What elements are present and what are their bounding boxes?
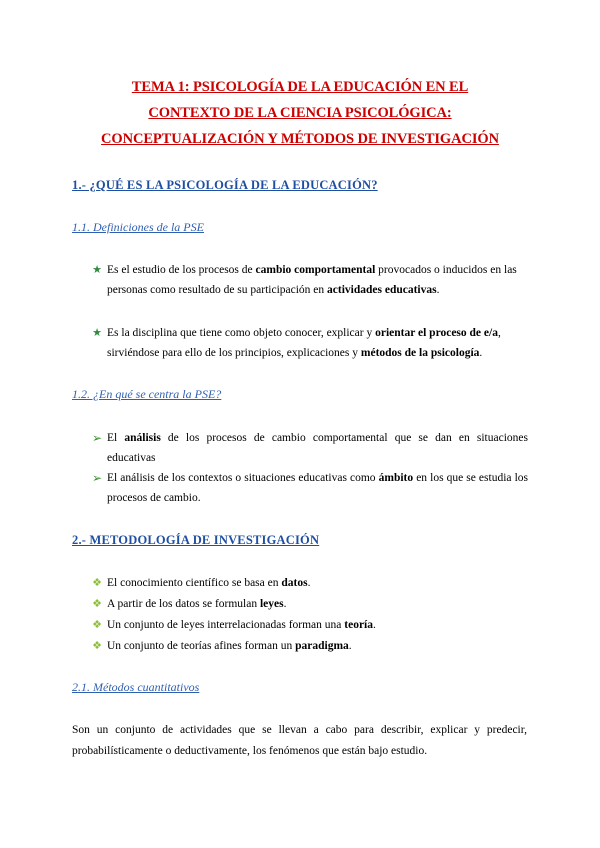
list-item: ❖ El conocimiento científico se basa en datos.	[90, 573, 528, 593]
list-item: ★ Es la disciplina que tiene como objeto conocer, explicar y orientar el proceso de e/a, sirviéndose para ello de los principios, explicaciones y métodos de la psicología.	[90, 323, 528, 363]
body-paragraph: Son un conjunto de actividades que se llevan a cabo para describir, explicar y predecir, probabilísticamente o deductivamente, los fenómenos que están bajo estudio.	[72, 724, 527, 757]
diamond-bullet-icon: ❖	[92, 639, 102, 652]
diamond-bullet-icon: ❖	[92, 597, 102, 610]
arrow-bullet-icon: ➢	[91, 431, 103, 445]
subsection-1-2-heading: 1.2. ¿En qué se centra la PSE?	[72, 387, 222, 401]
section-1-heading: 1.- ¿QUÉ ES LA PSICOLOGÍA DE LA EDUCACIÓN?	[72, 178, 378, 192]
subsection-1-1-heading: 1.1. Definiciones de la PSE	[72, 220, 204, 234]
list-item: ❖ A partir de los datos se formulan leyes.	[90, 594, 528, 614]
star-bullet-icon: ★	[92, 263, 102, 276]
list-item: ★ Es el estudio de los procesos de cambio comportamental provocados o inducidos en las personas como resultado de su participación en actividades educativas.	[90, 260, 528, 300]
subsection-2-1-heading: 2.1. Métodos cuantitativos	[72, 680, 200, 694]
title-line-2: CONTEXTO DE LA CIENCIA PSICOLÓGICA:	[148, 105, 452, 121]
list-item: ❖ Un conjunto de teorías afines forman un paradigma.	[90, 636, 528, 656]
section-2-heading: 2.- METODOLOGÍA DE INVESTIGACIÓN	[72, 533, 320, 547]
list-item: ➢ El análisis de los contextos o situaciones educativas como ámbito en los que se estudia los procesos de cambio.	[90, 468, 528, 508]
diamond-bullet-icon: ❖	[92, 576, 102, 589]
arrow-bullet-icon: ➢	[91, 471, 103, 485]
list-item: ❖ Un conjunto de leyes interrelacionadas forman una teoría.	[90, 615, 528, 635]
title-line-3: CONCEPTUALIZACIÓN Y MÉTODOS DE INVESTIGACIÓN	[101, 131, 499, 147]
document-title	[60, 76, 540, 150]
title-line-1: TEMA 1: PSICOLOGÍA DE LA EDUCACIÓN EN EL	[131, 79, 469, 95]
list-item: ➢ El análisis de los procesos de cambio comportamental que se dan en situaciones educativas	[90, 428, 528, 468]
star-bullet-icon: ★	[92, 326, 102, 339]
diamond-bullet-icon: ❖	[92, 618, 102, 631]
